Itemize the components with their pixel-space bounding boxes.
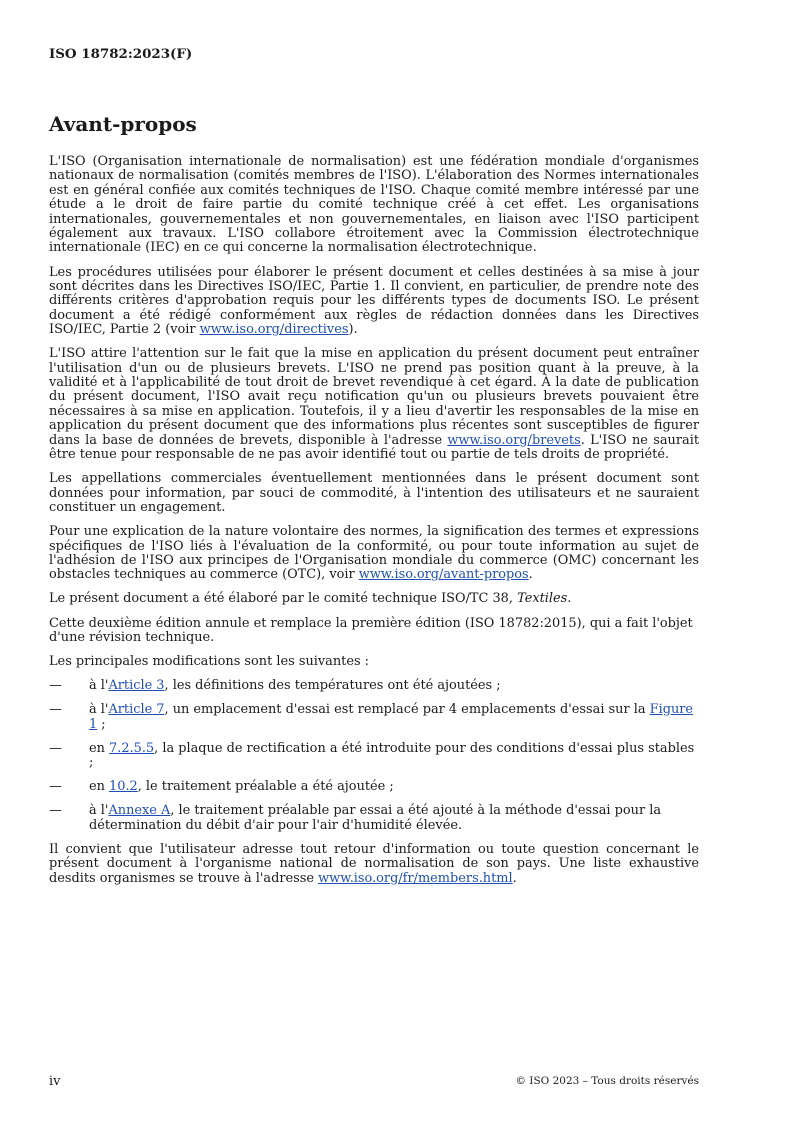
list-text: , la plaque de rectification a été introduite pour des conditions d'essai plus stables ; bbox=[89, 740, 695, 771]
dash-bullet: — bbox=[49, 803, 62, 819]
copyright-notice: © ISO 2023 – Tous droits réservés bbox=[515, 1075, 699, 1087]
page-title: Avant-propos bbox=[49, 112, 197, 136]
dash-bullet: — bbox=[49, 678, 62, 694]
paragraph-text: Il convient que l'utilisateur adresse tout retour d'information ou toute question concernant le présent document à l'organisme national de normalisation de son pays. Une liste exhaustive desdits organismes se trouve à l'adresse bbox=[49, 841, 699, 886]
paragraph-text: L'ISO attire l'attention sur le fait que la mise en application du présent document peut entraîner l'utilisation d'un ou de plusieurs brevets. L'ISO ne prend pas position quant à la preuve, à la validité et à l'applicabilité de tout droit de brevet revendiqué à cet égard. À la date de publication du présent document, l'ISO avait reçu notification qu'un ou plusieurs brevets pouvaient être nécessaires à sa mise en application. Toutefois, il y a lieu d'avertir les responsables de la mise en application du présent document que des informations plus récentes sont susceptibles de figurer dans la base de données de brevets, disponible à l'adresse bbox=[49, 346, 699, 448]
list-text: à l' bbox=[89, 702, 109, 718]
list-item bbox=[49, 703, 699, 732]
paragraph-text: Pour une explication de la nature volontaire des normes, la signification des termes et expressions spécifiques de l'ISO liés à l'évaluation de la conformité, ou pour toute information au sujet de l'adhésion de l'ISO aux principes de l'Organisation mondiale du commerce (OMC) concernant les obstacles techniques au commerce (OTC), voir bbox=[49, 524, 699, 583]
list-text: ; bbox=[97, 716, 106, 732]
list-text: à l' bbox=[89, 678, 109, 694]
paragraph-text: Les procédures utilisées pour élaborer le présent document et celles destinées à sa mise à jour sont décrites dans les Directives ISO/IEC, Partie 1. Il convient, en particulier, de prendre note des différents critères d'approbation requis pour les différents types de documents ISO. Le présent document a été rédigé conformément aux règles de rédaction données dans les Directives ISO/IEC, Partie 2 (voir bbox=[49, 264, 699, 338]
directives-link[interactable]: www.iso.org/directives bbox=[199, 322, 349, 338]
list-text: , les définitions des températures ont été ajoutées ; bbox=[164, 678, 501, 694]
foreword-link[interactable]: www.iso.org/avant-propos bbox=[358, 567, 529, 583]
paragraph-text: . bbox=[528, 567, 533, 583]
paragraph-patents bbox=[49, 347, 699, 462]
paragraph-text: Le présent document a été élaboré par le comité technique ISO/TC 38, bbox=[49, 591, 518, 607]
paragraph-trade-names: Les appellations commerciales éventuellement mentionnées dans le présent document sont données pour information, par souci de commodité, à l'intention des utilisateurs et ne sauraient constituer un engagement. bbox=[49, 471, 699, 515]
changes-list bbox=[49, 679, 699, 833]
paragraph-text: . bbox=[567, 591, 572, 607]
members-link[interactable]: www.iso.org/fr/members.html bbox=[318, 870, 513, 886]
list-item bbox=[49, 679, 699, 693]
paragraph-text: . bbox=[512, 870, 517, 886]
list-item bbox=[49, 804, 699, 833]
clause-7-2-5-5-link[interactable]: 7.2.5.5 bbox=[109, 740, 155, 756]
paragraph-feedback bbox=[49, 843, 699, 886]
patents-link[interactable]: www.iso.org/brevets bbox=[447, 432, 581, 448]
article-7-link[interactable]: Article 7 bbox=[108, 702, 165, 718]
list-text: , le traitement préalable a été ajoutée ; bbox=[137, 779, 394, 795]
page-number: iv bbox=[49, 1074, 61, 1089]
paragraph-procedures bbox=[49, 266, 699, 338]
paragraph-iso-intro: L'ISO (Organisation internationale de normalisation) est une fédération mondiale d'organismes nationaux de normalisation (comités membres de l'ISO). L'élaboration des Normes internationales est en général confiée aux comités techniques de l'ISO. Chaque comité membre intéressé par une étude a le droit de faire partie du comité technique créé à cet effet. Les organisations internationales, gouvernementales et non gouvernementales, en liaison avec l'ISO participent également aux travaux. L'ISO collabore étroitement avec la Commission électrotechnique internationale (IEC) en ce qui concerne la normalisation électrotechnique. bbox=[49, 154, 699, 256]
committee-name: Textiles bbox=[517, 591, 568, 607]
annex-a-link[interactable]: Annexe A bbox=[108, 803, 171, 819]
paragraph-committee bbox=[49, 592, 699, 606]
paragraph-voluntary-nature bbox=[49, 525, 699, 583]
list-item bbox=[49, 780, 699, 794]
dash-bullet: — bbox=[49, 740, 62, 756]
dash-bullet: — bbox=[49, 779, 62, 795]
list-text: , un emplacement d'essai est remplacé par 4 emplacements d'essai sur la bbox=[164, 702, 650, 718]
document-body bbox=[49, 155, 699, 896]
clause-10-2-link[interactable]: 10.2 bbox=[109, 779, 138, 795]
paragraph-edition: Cette deuxième édition annule et remplace la première édition (ISO 18782:2015), qui a fait l'objet d'une révision technique. bbox=[49, 615, 693, 645]
article-3-link[interactable]: Article 3 bbox=[108, 678, 165, 694]
list-text: , le traitement préalable par essai a été ajouté à la méthode d'essai pour la détermination du débit d'air pour l'air d'humidité élevée. bbox=[89, 803, 662, 833]
paragraph-changes-intro: Les principales modifications sont les suivantes : bbox=[49, 654, 370, 669]
list-item bbox=[49, 742, 699, 771]
dash-bullet: — bbox=[49, 702, 62, 718]
list-text: en bbox=[89, 740, 110, 756]
figure-1-link[interactable]: Figure 1 bbox=[89, 702, 694, 732]
paragraph-text: ). bbox=[348, 322, 358, 338]
list-text: à l' bbox=[89, 803, 109, 819]
document-code: ISO 18782:2023(F) bbox=[49, 46, 193, 62]
paragraph-text: . L'ISO ne saurait être tenue pour responsable de ne pas avoir identifié tout ou partie de tels droits de propriété. bbox=[49, 432, 699, 463]
list-text: en bbox=[89, 779, 110, 795]
